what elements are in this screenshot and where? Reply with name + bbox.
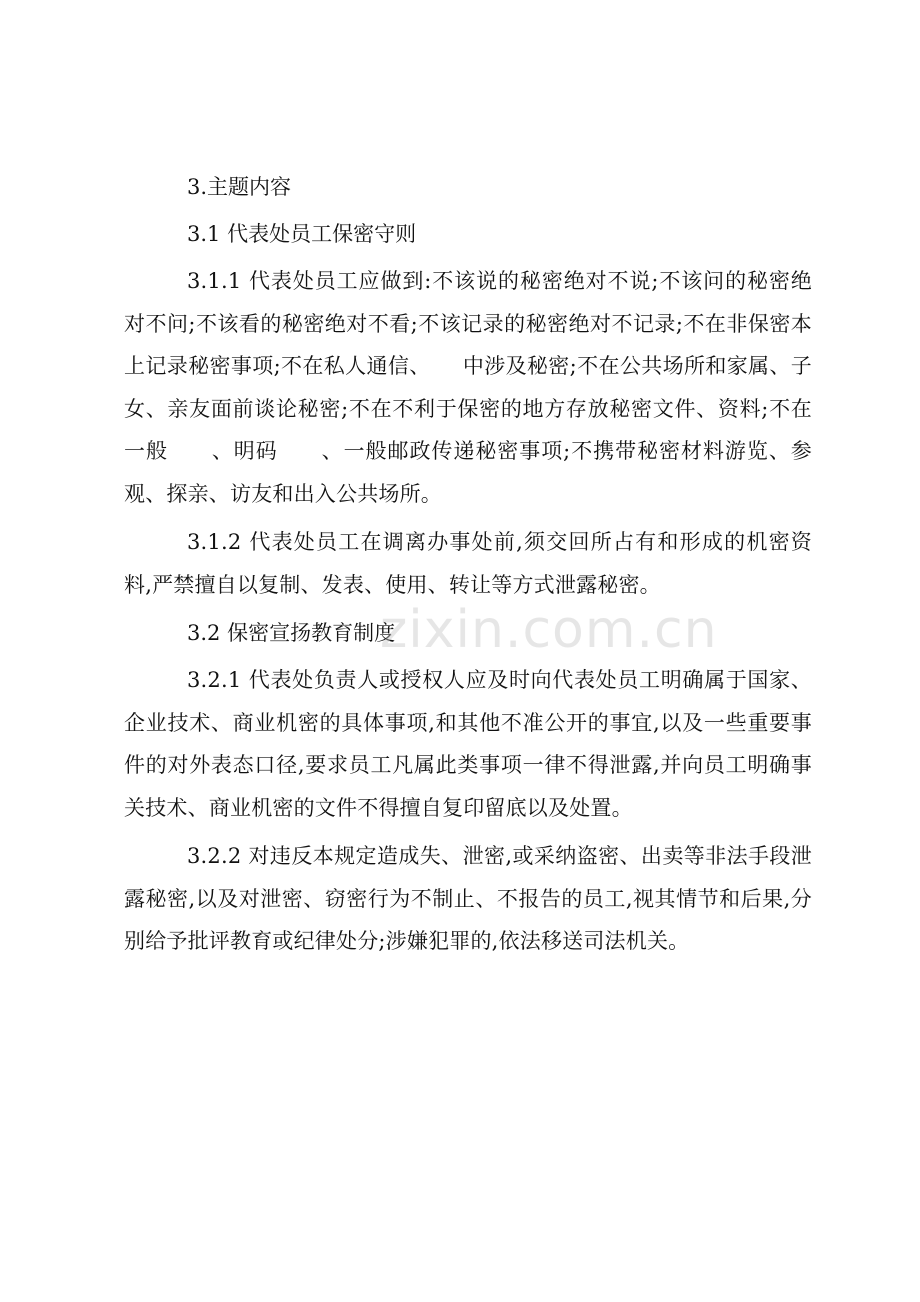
main-heading: 3.主题内容 [187,175,292,199]
document-body [124,166,812,969]
paragraph-3-2-1: 3.2.1 代表处负责人或授权人应及时向代表处员工明确属于国家、企业技术、商业机密的具体事项,和其他不准公开的事宜,以及一些重要事件的对外表态口径,要求员工凡属此类事项一律不得泄露,并向员工明确事关技术、商业机密的文件不得擅自复印留底以及处置。 [124,668,812,820]
section-heading-3-1: 3.1 代表处员工保密守则 [187,222,417,246]
paragraph-3-2-2: 3.2.2 对违反本规定造成失、泄密,或采纳盗密、出卖等非法手段泄露秘密,以及对泄密、窃密行为不制止、不报告的员工,视其情节和后果,分别给予批评教育或纪律处分;涉嫌犯罪的,依法移送司法机关。 [124,844,812,953]
watermark: zixin.com.cn [380,600,718,660]
paragraph-3-1-2: 3.1.2 代表处员工在调离办事处前,须交回所占有和形成的机密资料,严禁擅自以复制、发表、使用、转让等方式泄露秘密。 [124,530,812,597]
paragraph-3-1-1: 3.1.1 代表处员工应做到:不该说的秘密绝对不说;不该问的秘密绝对不问;不该看的秘密绝对不看;不该记录的秘密绝对不记录;不在非保密本上记录秘密事项;不在私人通信、 中涉及秘密;不在公共场所和家属、子女、亲友面前谈论秘密;不在不利于保密的地方存放秘密文件、资料;不在一般 、明码 、一般邮政传递秘密事项;不携带秘密材料游览、参观、探亲、访友和出入公共场所。 [124,269,812,506]
section-heading-3-2: 3.2 保密宣扬教育制度 [187,621,396,645]
